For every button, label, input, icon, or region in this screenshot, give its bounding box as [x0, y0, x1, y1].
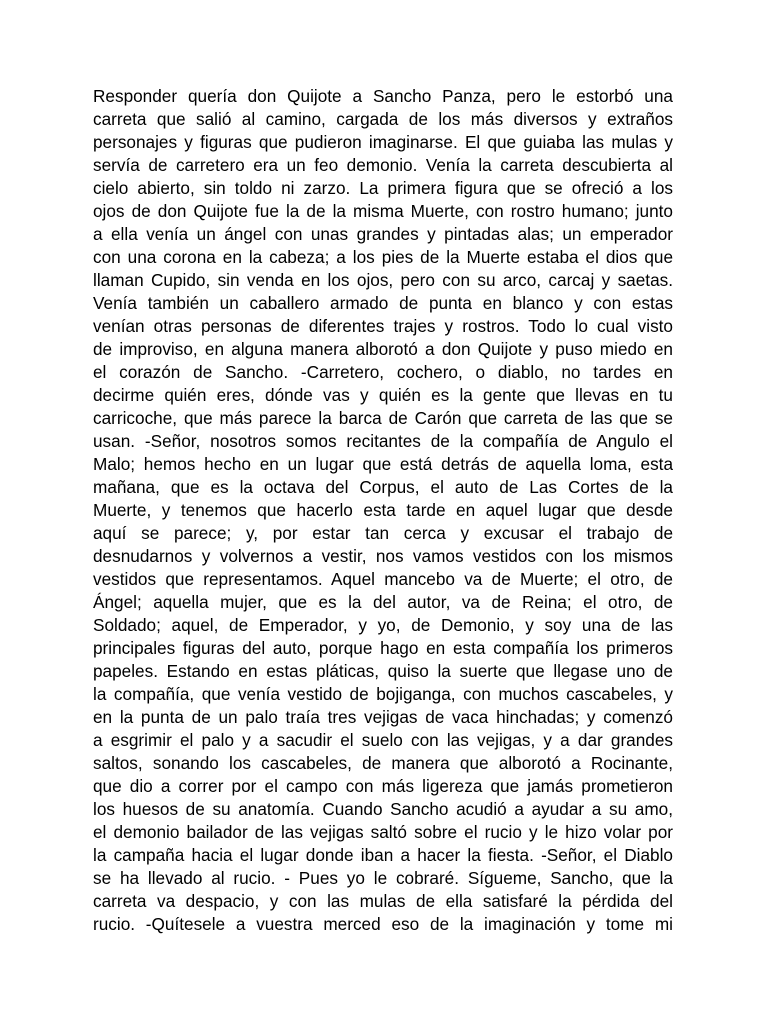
text-line: a esgrimir el palo y a sacudir el suelo con las vejigas, y a dar grandes — [93, 730, 673, 750]
text-line: Venía también un caballero armado de punta en blanco y con estas — [93, 293, 673, 313]
text-line: ojos de don Quijote fue la de la misma Muerte, con rostro humano; junto — [93, 201, 673, 221]
text-line: la compañía, que venía vestido de bojiganga, con muchos cascabeles, y — [93, 684, 673, 704]
text-line: saltos, sonando los cascabeles, de manera que alborotó a Rocinante, — [93, 753, 673, 773]
text-line: de improviso, en alguna manera alborotó a don Quijote y puso miedo en — [93, 339, 673, 359]
text-line: Malo; hemos hecho en un lugar que está detrás de aquella loma, esta — [93, 454, 673, 474]
text-line: desnudarnos y volvernos a vestir, nos vamos vestidos con los mismos — [93, 546, 673, 566]
text-line: la campaña hacia el lugar donde iban a hacer la fiesta. -Señor, el Diablo — [93, 845, 673, 865]
text-line: carreta va despacio, y con las mulas de ella satisfaré la pérdida del — [93, 891, 673, 911]
text-line: a ella venía un ángel con unas grandes y pintadas alas; un emperador — [93, 224, 673, 244]
text-line: personajes y figuras que pudieron imaginarse. El que guiaba las mulas y — [93, 132, 673, 152]
text-line: en la punta de un palo traía tres vejigas de vaca hinchadas; y comenzó — [93, 707, 673, 727]
text-line: llaman Cupido, sin venda en los ojos, pero con su arco, carcaj y saetas. — [93, 270, 673, 290]
text-line: Soldado; aquel, de Emperador, y yo, de Demonio, y soy una de las — [93, 615, 673, 635]
text-line: los huesos de su anatomía. Cuando Sancho acudió a ayudar a su amo, — [93, 799, 673, 819]
text-line: Responder quería don Quijote a Sancho Panza, pero le estorbó una — [93, 86, 673, 106]
text-line: el corazón de Sancho. -Carretero, cochero, o diablo, no tardes en — [93, 362, 673, 382]
text-line: se ha llevado al rucio. - Pues yo le cobraré. Sígueme, Sancho, que la — [93, 868, 673, 888]
text-line: venían otras personas de diferentes trajes y rostros. Todo lo cual visto — [93, 316, 673, 336]
text-line: Ángel; aquella mujer, que es la del autor, va de Reina; el otro, de — [93, 592, 673, 612]
text-line: mañana, que es la octava del Corpus, el auto de Las Cortes de la — [93, 477, 673, 497]
text-line: vestidos que representamos. Aquel mancebo va de Muerte; el otro, de — [93, 569, 673, 589]
text-line: Muerte, y tenemos que hacerlo esta tarde en aquel lugar que desde — [93, 500, 673, 520]
text-line: rucio. -Quítesele a vuestra merced eso de la imaginación y tome mi — [93, 914, 673, 934]
text-line: principales figuras del auto, porque hago en esta compañía los primeros — [93, 638, 673, 658]
text-line: aquí se parece; y, por estar tan cerca y excusar el trabajo de — [93, 523, 673, 543]
text-line: que dio a correr por el campo con más ligereza que jamás prometieron — [93, 776, 673, 796]
text-line: papeles. Estando en estas pláticas, quiso la suerte que llegase uno de — [93, 661, 673, 681]
body-paragraph — [93, 85, 673, 936]
text-line: servía de carretero era un feo demonio. Venía la carreta descubierta al — [93, 155, 673, 175]
text-line: usan. -Señor, nosotros somos recitantes de la compañía de Angulo el — [93, 431, 673, 451]
text-line: con una corona en la cabeza; a los pies de la Muerte estaba el dios que — [93, 247, 673, 267]
text-line: carricoche, que más parece la barca de Carón que carreta de las que se — [93, 408, 673, 428]
text-line: carreta que salió al camino, cargada de los más diversos y extraños — [93, 109, 673, 129]
text-line: el demonio bailador de las vejigas saltó sobre el rucio y le hizo volar por — [93, 822, 673, 842]
text-line: cielo abierto, sin toldo ni zarzo. La primera figura que se ofreció a los — [93, 178, 673, 198]
text-line: decirme quién eres, dónde vas y quién es la gente que llevas en tu — [93, 385, 673, 405]
